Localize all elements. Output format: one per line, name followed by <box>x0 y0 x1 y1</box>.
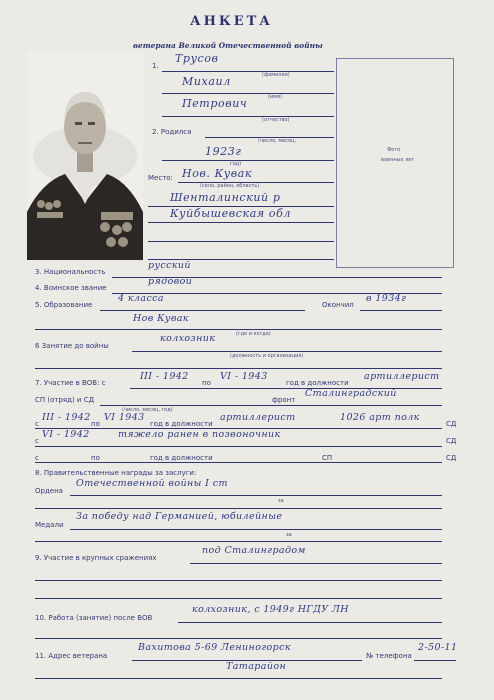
rank-value: рядовой <box>148 276 193 287</box>
ww-to-value: VI - 1943 <box>220 371 268 382</box>
graduated-value: в 1934г <box>366 293 407 304</box>
row4-c-label: с <box>35 454 39 462</box>
form-title: АНКЕТА <box>190 14 273 29</box>
place-label: Место: <box>148 174 173 182</box>
ww-position-value: артиллерист <box>364 371 440 382</box>
row3-text-value: тяжело ранен в позвоночник <box>118 429 281 440</box>
education-place-hint: (где и когда) <box>236 331 271 337</box>
row4-po-label: по <box>91 454 100 462</box>
row4-sd-label: СД <box>446 454 457 462</box>
photo-box-label-2: военных лет <box>381 157 415 163</box>
born-year-value: 1923г <box>205 145 242 158</box>
photo-box-label: Фото <box>387 147 401 153</box>
education-place-value: Нов Кувак <box>133 313 189 324</box>
education-line <box>100 310 305 311</box>
row2-to-value: VI 1943 <box>104 412 145 423</box>
row2-c-label: с <box>35 420 39 428</box>
place-line-3 <box>148 222 334 223</box>
place-value-2: Шенталинский р <box>170 191 281 204</box>
sp-line <box>100 405 442 406</box>
blank-line-6b <box>35 368 442 369</box>
education-place-line <box>35 329 442 330</box>
row3-sd-label: СД <box>446 437 457 445</box>
ww-position-label: год в должности <box>286 379 349 387</box>
battles-line <box>190 563 442 564</box>
medals-line <box>70 529 442 530</box>
row2-sp-value: 1026 арт полк <box>340 412 420 423</box>
postwar-work-line <box>178 622 442 623</box>
row4-god-label: год в должности <box>150 454 213 462</box>
place-hint: (село, район, область) <box>200 183 260 189</box>
battles-line-3 <box>35 598 442 599</box>
address-value-2: Татарайон <box>226 661 287 672</box>
place-value: Нов. Кувак <box>182 167 253 180</box>
nationality-label: 3. Национальность <box>35 268 106 276</box>
name-value: Михаил <box>182 75 231 88</box>
prewar-job-hint: (должность и организация) <box>230 353 304 359</box>
medals-label: Медали <box>35 521 64 529</box>
phone-value: 2-50-11 <box>418 642 458 653</box>
row2-god-label: год в должности <box>150 420 213 428</box>
row2-po-label: по <box>91 420 100 428</box>
awards-label: 8. Правительственные награды за заслуги: <box>35 469 197 477</box>
orders-line <box>70 495 442 496</box>
patronymic-hint: (отчество) <box>262 117 290 123</box>
surname-value: Трусов <box>175 52 219 65</box>
education-value: 4 класса <box>118 293 164 304</box>
graduated-line <box>360 310 442 311</box>
graduated-label: Окончил <box>322 301 354 309</box>
front-label: фронт <box>272 396 296 404</box>
row2-sd-label: СД <box>446 420 457 428</box>
place-value-3: Куйбышевская обл <box>170 207 291 220</box>
postwar-work-line-2 <box>35 638 442 639</box>
name-line <box>162 93 334 94</box>
row4-sp-label: СП <box>322 454 333 462</box>
born-year-hint: год) <box>230 161 242 167</box>
row3-from-value: VI - 1942 <box>42 429 90 440</box>
phone-line <box>414 660 456 661</box>
row4-line <box>35 462 442 463</box>
rank-label: 4. Воинское звание <box>35 284 107 292</box>
row3-c-label: с <box>35 437 39 445</box>
orders-value: Отечественной войны I ст <box>76 478 228 489</box>
battles-label: 9. Участие в крупных сражениях <box>35 554 157 562</box>
row3-line <box>35 446 442 447</box>
veteran-portrait-image <box>27 52 143 260</box>
born-label: 2. Родился <box>152 128 192 136</box>
surname-hint: (фамилия) <box>262 72 290 78</box>
battles-value: под Сталинградом <box>202 545 306 556</box>
prewar-job-value: колхозник <box>160 333 216 344</box>
ww-from-value: III - 1942 <box>140 371 189 382</box>
postwar-work-value: колхозник, с 1949г НГДУ ЛН <box>192 604 349 615</box>
veteran-photo <box>27 52 143 260</box>
nationality-value: русский <box>148 260 191 271</box>
wartime-photo-box <box>336 58 454 268</box>
sp-hint: (число, месяц, год) <box>122 407 173 413</box>
education-label: 5. Образование <box>35 301 93 309</box>
front-value: Сталинградский <box>305 388 397 399</box>
sp-sd-label: СП (отряд) и СД <box>35 396 95 404</box>
medals-za-label: за <box>286 532 292 538</box>
address-line-2 <box>35 678 442 679</box>
medals-value: За победу над Германией, юбилейные <box>76 511 283 522</box>
row2-position-value: артиллерист <box>220 412 296 423</box>
address-label: 11. Адрес ветерана <box>35 652 108 660</box>
row2-from-value: III - 1942 <box>42 412 91 423</box>
battles-line-2 <box>35 580 442 581</box>
born-year-line <box>162 160 334 161</box>
orders-label: Ордена <box>35 487 63 495</box>
place-line-4 <box>148 241 334 242</box>
address-value: Вахитова 5-69 Лениногорск <box>138 642 291 653</box>
form-subtitle: ветерана Великой Отечественной войны <box>133 41 323 50</box>
patronymic-value: Петрович <box>182 97 248 110</box>
postwar-work-label: 10. Работа (занятие) после ВОВ <box>35 614 153 622</box>
field-number-1: 1. <box>152 62 159 70</box>
prewar-job-label: 6 Занятие до войны <box>35 342 109 350</box>
orders-line-2 <box>35 508 442 509</box>
phone-label: № телефона <box>366 652 412 660</box>
surname-line <box>162 71 334 72</box>
born-hint: (число, месяц, <box>258 138 296 144</box>
name-hint: (имя) <box>268 94 282 100</box>
ww-label: 7. Участие в ВОВ: с <box>35 379 106 387</box>
ww-to-label: по <box>202 379 211 387</box>
orders-za-label: за <box>278 498 284 504</box>
medals-line-2 <box>35 541 442 542</box>
patronymic-line <box>162 116 334 117</box>
prewar-job-line <box>132 351 442 352</box>
